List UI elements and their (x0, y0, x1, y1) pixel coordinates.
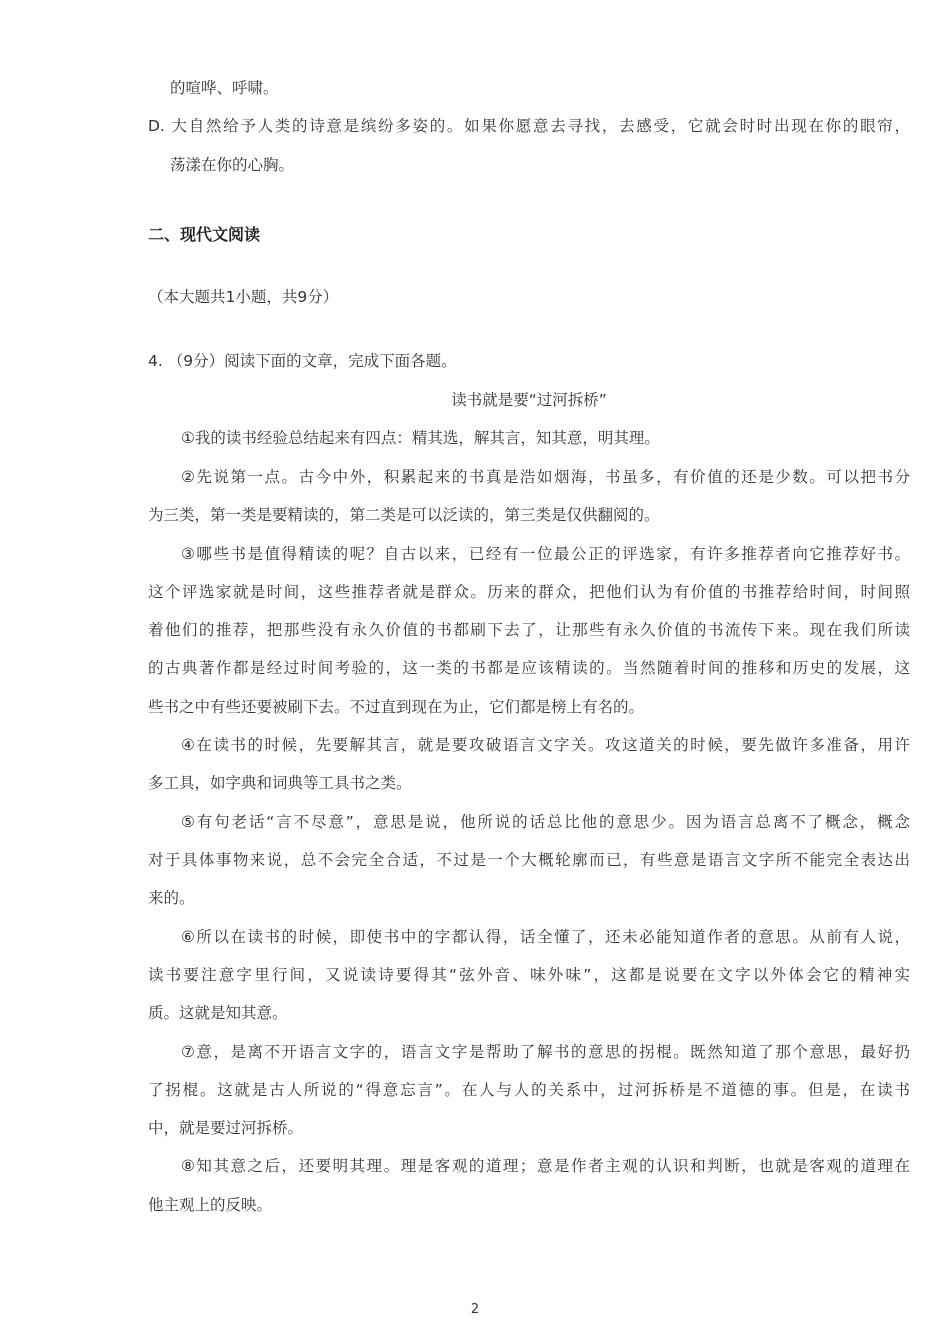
paragraph-6-line-3: 质。这就是知其意。 (148, 1004, 288, 1022)
paragraph-1-line-1: ①我的读书经验总结起来有四点：精其选，解其言，知其意，明其理。 (181, 429, 660, 447)
page-number: 2 (470, 1302, 480, 1317)
paragraph-4-line-2: 多工具，如字典和词典等工具书之类。 (148, 774, 412, 792)
option-d-line-2: 荡漾在你的心胸。 (170, 156, 295, 174)
article-title: 读书就是要“过河拆桥” (451, 391, 607, 409)
paragraph-3-line-4: 的古典著作都是经过时间考验的，这一类的书都是应该精读的。当然随着时间的推移和历史的发展，这 (148, 659, 910, 677)
paragraph-7-line-3: 中，就是要过河拆桥。 (148, 1119, 304, 1137)
paragraph-8-line-2: 他主观上的反映。 (148, 1196, 273, 1214)
paragraph-2-line-1: ②先说第一点。古今中外，积累起来的书真是浩如烟海，书虽多，有价值的还是少数。可以把书分 (181, 468, 910, 486)
paragraph-6-line-1: ⑥所以在读书的时候，即使书中的字都认得，话全懂了，还未必能知道作者的意思。从前有人说， (181, 928, 910, 946)
paragraph-3-line-5: 些书之中有些还要被刷下去。不过直到现在为止，它们都是榜上有名的。 (148, 698, 645, 716)
paragraph-6-line-2: 读书要注意字里行间，又说读诗要得其“弦外音、味外味”，这都是说要在文字以外体会它的精神实 (148, 966, 910, 984)
paragraph-4-line-1: ④在读书的时候，先要解其言，就是要攻破语言文字关。攻这道关的时候，要先做许多准备，用许 (181, 736, 910, 754)
paragraph-8-line-1: ⑧知其意之后，还要明其理。理是客观的道理；意是作者主观的认识和判断，也就是客观的道理在 (181, 1157, 910, 1175)
paragraph-7-line-1: ⑦意，是离不开语言文字的，语言文字是帮助了解书的意思的拐棍。既然知道了那个意思，最好扔 (181, 1043, 910, 1061)
paragraph-5-line-1: ⑤有句老话“言不尽意”，意思是说，他所说的话总比他的意思少。因为语言总离不了概念，概念 (181, 813, 910, 831)
paragraph-2-line-2: 为三类，第一类是要精读的，第二类是可以泛读的，第三类是仅供翻阅的。 (148, 506, 660, 524)
paragraph-5-line-3: 来的。 (148, 889, 195, 907)
question-stem: 4. （9分）阅读下面的文章，完成下面各题。 (148, 352, 457, 370)
paragraph-3-line-3: 着他们的推荐，把那些没有永久价值的书都刷下去了，让那些有永久价值的书流传下来。现在我们所读 (148, 621, 910, 639)
paragraph-5-line-2: 对于具体事物来说，总不会完全合适，不过是一个大概轮廓而已，有些意是语言文字所不能完全表达出 (148, 851, 910, 869)
paragraph-3-line-2: 这个评选家就是时间，这些推荐者就是群众。历来的群众，把他们认为有价值的书推荐给时间，时间照 (148, 583, 910, 601)
option-c-tail: 的喧哗、呼啸。 (170, 79, 279, 97)
section-note: （本大题共1小题，共9分） (148, 288, 339, 306)
paragraph-3-line-1: ③哪些书是值得精读的呢？自古以来，已经有一位最公正的评选家，有许多推荐者向它推荐好书。 (181, 545, 910, 563)
paragraph-7-line-2: 了拐棍。这就是古人所说的“得意忘言”。在人与人的关系中，过河拆桥是不道德的事。但是，在读书 (148, 1081, 910, 1099)
section-title: 二、现代文阅读 (148, 225, 261, 244)
option-d-line-1: D. 大自然给予人类的诗意是缤纷多姿的。如果你愿意去寻找，去感受，它就会时时出现在你的眼帘， (148, 117, 910, 135)
